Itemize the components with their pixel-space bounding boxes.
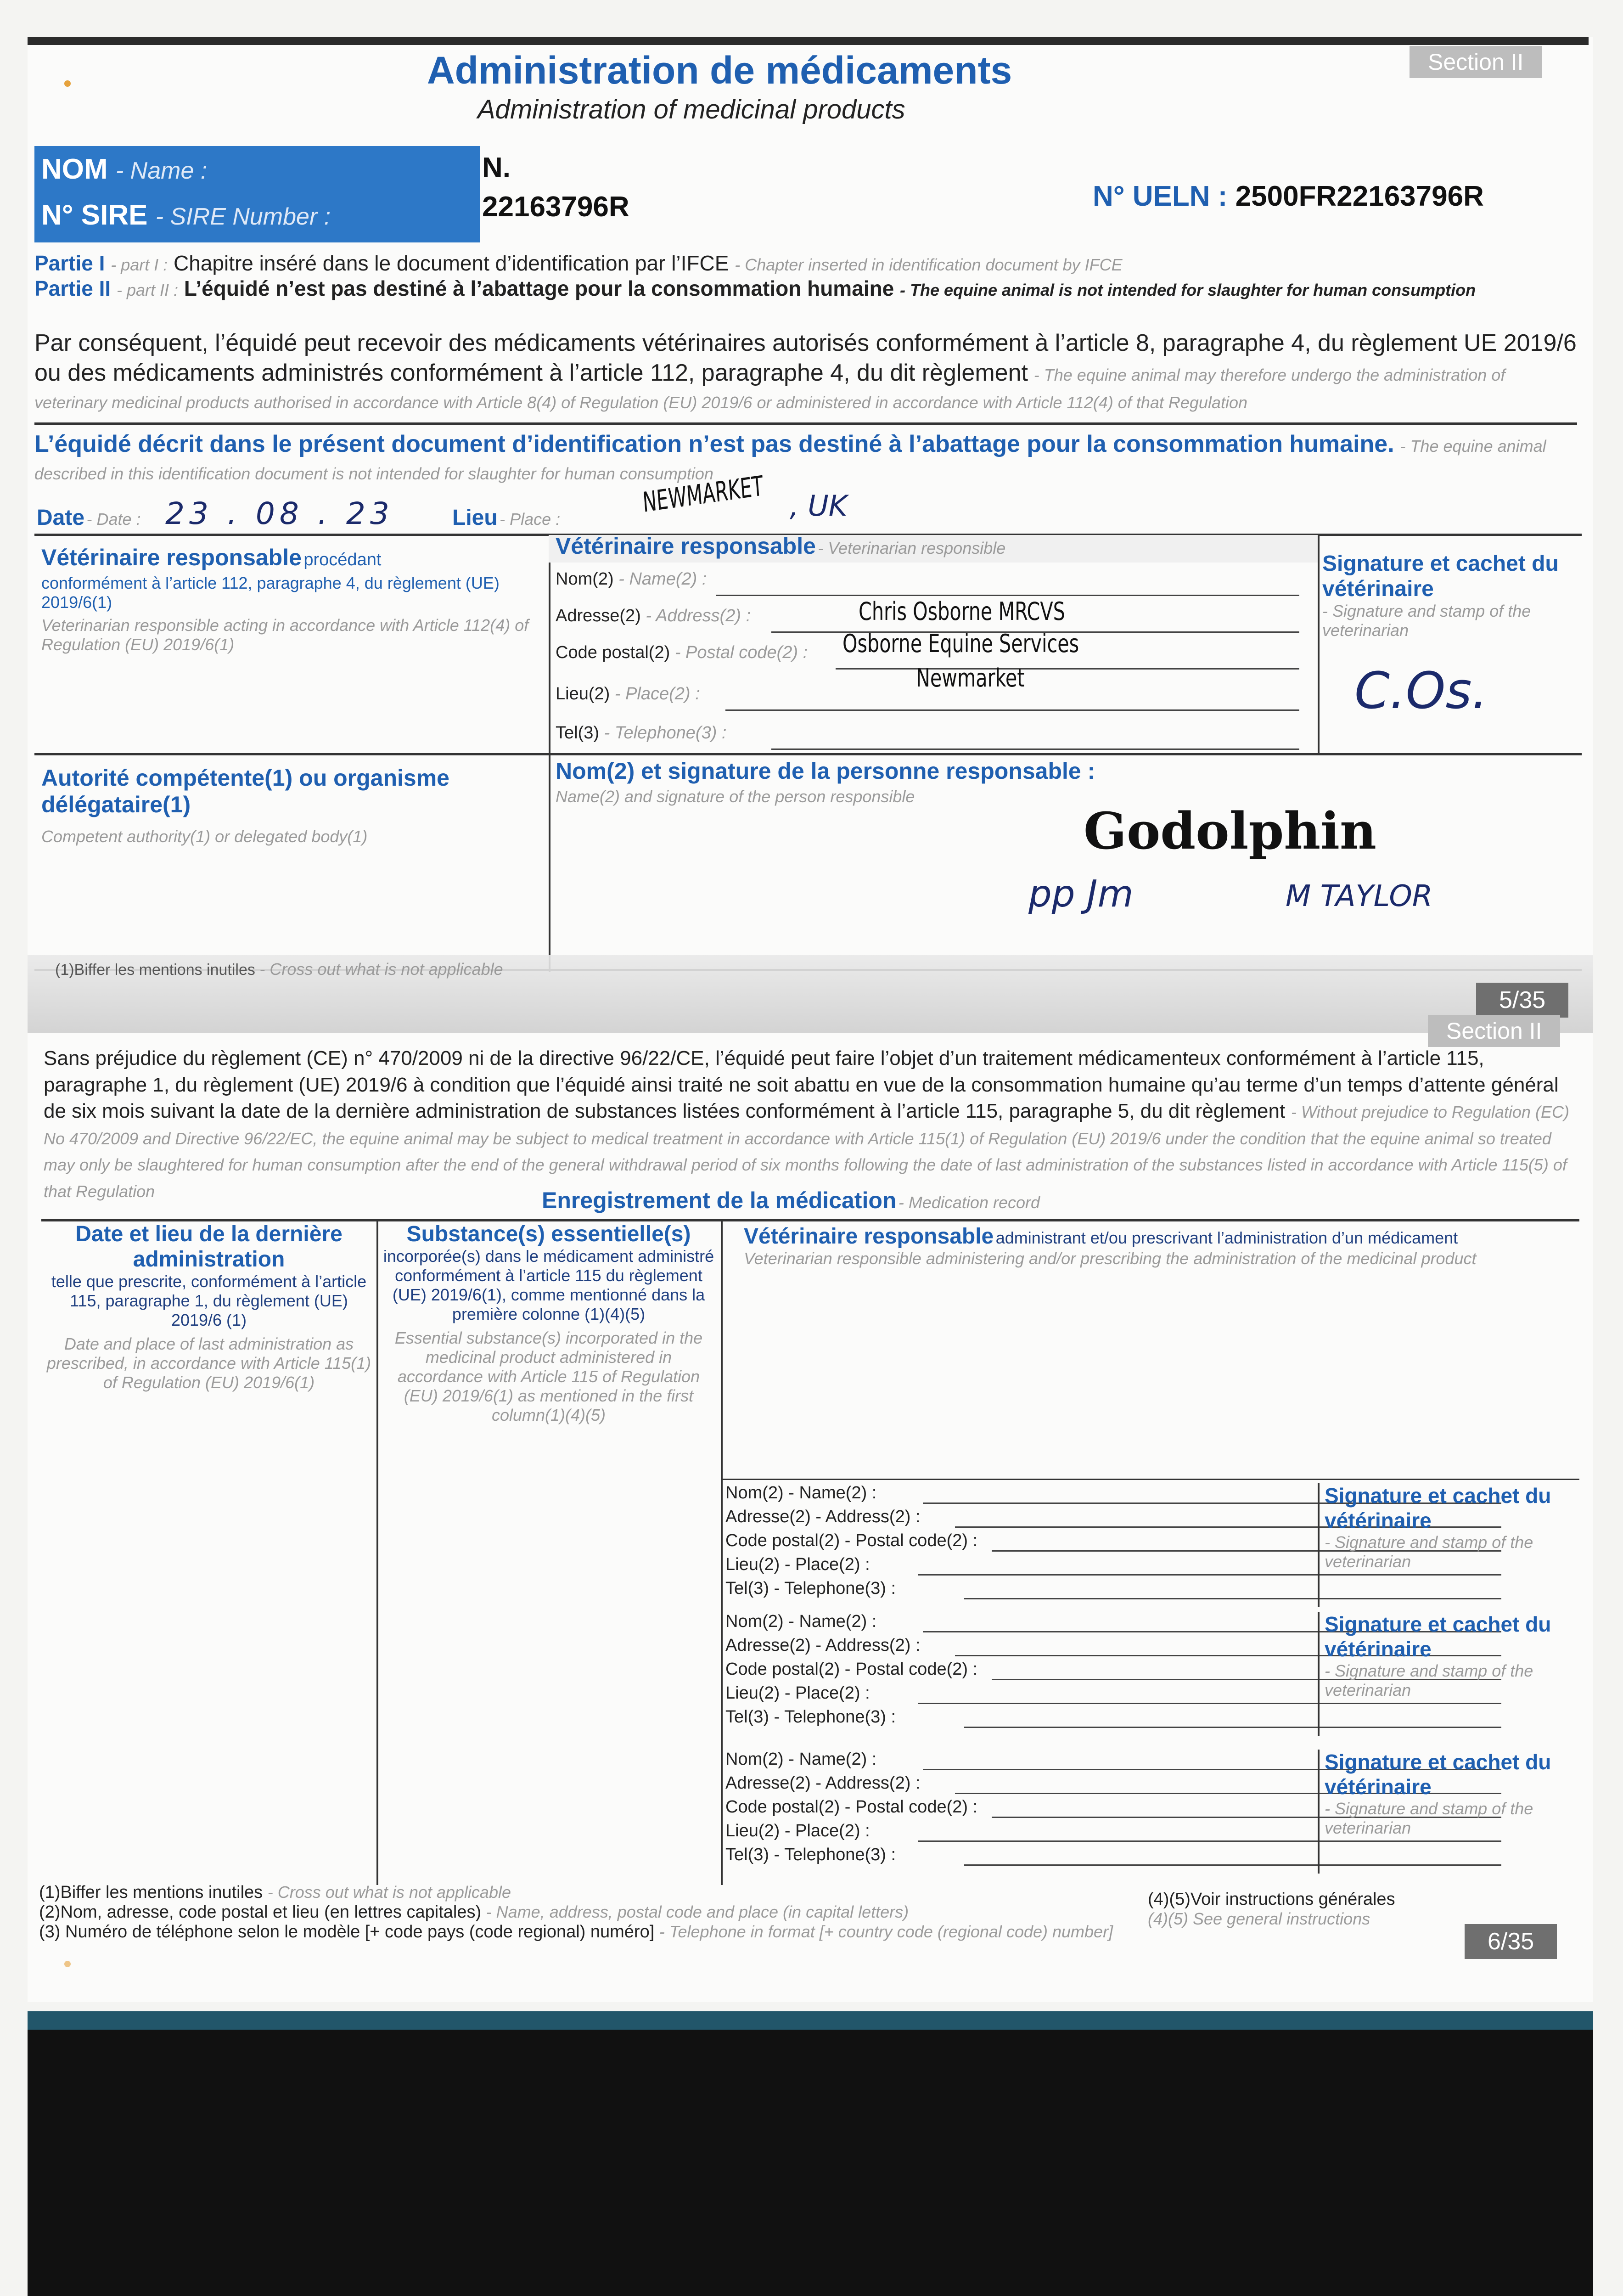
vet-field-label-en: - Postal code(2) : [674,643,808,662]
marker-dot-icon [64,1961,71,1967]
page-subtitle: Administration of medicinal products [477,95,905,124]
record-signature-title: Signature et cachet du vétérinaire [1325,1484,1551,1532]
record-field-label: Adresse(2) - Address(2) : [725,1773,921,1793]
consequence-text-en: - The equine animal may therefore undergo the administration of veterinary medicinal products authorised in accordance with Article 8(4) of Regulation (EU) 2019/6 or administered in accordance with Article 112(4) of that Regulation [34,366,1505,412]
record-field-label: Code postal(2) - Postal code(2) : [725,1797,978,1817]
vet-stamp-line-3: Newmarket [916,664,1025,692]
part1-text-en: - Chapter inserted in identification document by IFCE [735,255,1123,274]
record-phone-field[interactable] [964,1727,1501,1728]
record-field-label: Tel(3) - Telephone(3) : [725,1579,896,1598]
part1-label: Partie I [34,251,105,275]
vet-field-label: Tel(3) [556,723,600,743]
vet-field-label-en: - Telephone(3) : [604,723,727,743]
vet-left-title-rest: procédant [303,550,382,569]
section-badge: Section II [1410,46,1542,78]
record-signature-title: Signature et cachet du vétérinaire [1325,1750,1551,1799]
ueln-value: 2500FR22163796R [1235,180,1484,212]
column-divider [1318,1750,1320,1874]
footnote-2-en: - Name, address, postal code and place (in capital letters) [486,1902,909,1921]
footnote-1: (1)Biffer les mentions inutiles [55,961,255,979]
divider [34,753,1582,755]
nom-label-en: - Name : [115,158,208,184]
part1-label-en: - part I : [111,255,168,274]
record-signature-title-en: - Signature and stamp of the veterinarian [1325,1661,1533,1699]
page-number-6: 6/35 [1465,1924,1557,1959]
nom-label: NOM [41,153,108,185]
record-signature-title: Signature et cachet du vétérinaire [1325,1612,1551,1661]
col1-text: telle que prescrite, conformément à l’article 115, paragraphe 1, du règlement (UE) 2019/6 (1) [51,1272,367,1329]
top-border [28,37,1589,45]
col1-title: Date et lieu de la dernière administration [75,1222,343,1272]
footnote-1: (1)Biffer les mentions inutiles [39,1883,263,1902]
scanner-background [28,2014,1593,2296]
column-divider [1318,534,1320,754]
date-label-en: - Date : [86,510,141,529]
record-signature-title-en: - Signature and stamp of the veterinarian [1325,1533,1533,1571]
responsible-signature: pp Jm [1028,872,1134,915]
place-country: , UK [790,489,848,523]
part2-label-en: - part II : [116,281,179,299]
col3-title: Vétérinaire responsable [744,1224,994,1249]
marker-dot-icon [64,80,71,87]
section-badge-2: Section II [1428,1015,1560,1047]
vet-field-label: Code postal(2) [556,643,670,662]
column-divider [721,1219,723,1885]
declaration-text: L’équidé décrit dans le présent document d’identification n’est pas destiné à l’abattage pour la consommation humaine. [34,431,1394,457]
horse-name: N. [482,152,511,184]
vet-place-field[interactable] [725,709,1299,711]
scanner-edge [28,2011,1593,2030]
vet-mid-title-en: - Veterinarian responsible [818,539,1006,557]
record-phone-field[interactable] [964,1598,1501,1599]
declaration-text-en: - The equine animal described in this identification document is not intended for slaughter for human consumption [34,437,1546,483]
col3-text: administrant et/ou prescrivant l’administration d’un médicament [995,1228,1458,1247]
sire-label-en: - SIRE Number : [155,203,331,230]
record-field-label: Nom(2) - Name(2) : [725,1750,877,1769]
divider [721,1479,1579,1480]
vet-field-label: Lieu(2) [556,684,610,703]
page-number-5: 5/35 [1476,983,1568,1018]
consequence-text: Par conséquent, l’équidé peut recevoir des médicaments vétérinaires autorisés conformément à l’article 8, paragraphe 4, du règlement UE 2019/6 ou des médicaments administrés conformément à l’article 112, paragraphe 4, du dit règlement [34,330,1577,386]
part2-text: L’équidé n’est pas destiné à l’abattage pour la consommation humaine [184,276,894,300]
col2-title: Substance(s) essentielle(s) [406,1222,691,1246]
record-row [725,1483,1584,1607]
vet-stamp-line-1: Chris Osborne MRCVS [859,597,1065,626]
record-field-label: Lieu(2) - Place(2) : [725,1683,870,1703]
record-title: Enregistrement de la médication [542,1187,897,1213]
identity-box [34,146,480,242]
section2-text: Sans préjudice du règlement (CE) n° 470/2009 ni de la directive 96/22/CE, l’équidé peut faire l’objet d’un traitement médicamenteux conformément à l’article 115, paragraphe 1, du règlement (UE) 2019/6 à condition que l’équidé ainsi traité ne soit abattu en vue de la consommation humaine qu’au terme d’un temps d’attente général de six mois suivant la date de la dernière administration de substances listées conformément à l’article 115, paragraphe 5, du dit règlement [44,1047,1559,1122]
col2-text: incorporée(s) dans le médicament administré conformément à l’article 115 du règlement (UE) 2019/6(1), comme mentionné dans la première colonne (1)(4)(5) [383,1247,714,1323]
record-field-label: Adresse(2) - Address(2) : [725,1636,921,1655]
vet-phone-field[interactable] [771,748,1299,750]
responsible-name: M TAYLOR [1286,879,1433,913]
record-place-field[interactable] [918,1840,1501,1842]
column-divider [1318,1483,1320,1607]
vet-name-field[interactable] [716,595,1299,596]
record-row [725,1750,1584,1874]
footnote-3-en: - Telephone in format [+ country code (regional code) number] [659,1922,1113,1941]
column-divider [376,1219,378,1885]
footnote-4-en: (4)(5) See general instructions [1148,1909,1370,1928]
vet-left-title: Vétérinaire responsable [41,545,302,570]
vet-signature: C.Os. [1354,661,1488,720]
record-field-label: Lieu(2) - Place(2) : [725,1821,870,1840]
record-field-label: Lieu(2) - Place(2) : [725,1555,870,1574]
record-row [725,1612,1584,1736]
section2-text-en: - Without prejudice to Regulation (EC) No 470/2009 and Directive 96/22/EC, the equine animal may be subject to medical treatment in accordance with Article 115(1) of Regulation (EU) 2019/6 under the condition that the equine animal so treated may only be slaughtered for human consumption after the end of the general withdrawal period of six months following the date of last administration of the substances listed in accordance with Article 115(5) of that Regulation [44,1103,1569,1201]
date-value: 23 . 08 . 23 [165,496,394,531]
vet-field-label-en: - Place(2) : [614,684,700,703]
record-field-label: Tel(3) - Telephone(3) : [725,1845,896,1864]
footnote-2: (2)Nom, adresse, code postal et lieu (en lettres capitales) [39,1902,482,1922]
column-divider [1318,1612,1320,1736]
authority-title-en: Competent authority(1) or delegated body(1) [41,827,368,846]
footnote-1-en: - Cross out what is not applicable [259,960,503,979]
sire-label: N° SIRE [41,199,148,231]
record-field-label: Code postal(2) - Postal code(2) : [725,1660,978,1679]
ueln-label: N° UELN : [1093,180,1228,212]
record-title-en: - Medication record [898,1193,1040,1212]
record-phone-field[interactable] [964,1864,1501,1866]
vet-signature-title: Signature et cachet du vétérinaire [1322,551,1559,601]
record-signature-title-en: - Signature and stamp of the veterinarian [1325,1799,1533,1837]
record-field-label: Tel(3) - Telephone(3) : [725,1707,896,1727]
record-place-field[interactable] [918,1574,1501,1576]
vet-left-text: conformément à l’article 112, paragraphe 4, du règlement (UE) 2019/6(1) [41,574,500,612]
vet-field-label-en: - Address(2) : [646,606,751,625]
record-field-label: Code postal(2) - Postal code(2) : [725,1531,978,1550]
responsible-person-title-en: Name(2) and signature of the person responsible [556,787,915,806]
vet-field-label: Nom(2) [556,569,614,589]
place-label: Lieu [452,506,498,530]
part1-text: Chapitre inséré dans le document d’identification par l’IFCE [174,251,729,275]
footnote-1-en: - Cross out what is not applicable [267,1883,511,1902]
vet-field-label-en: - Name(2) : [618,569,707,589]
col1-text-en: Date and place of last administration as prescribed, in accordance with Article 115(1) of Regulation (EU) 2019/6(1) [46,1334,371,1392]
divider [34,422,1577,425]
place-value: NEWMARKET [641,470,764,519]
sire-number: 22163796R [482,191,629,223]
footnote-3: (3) Numéro de téléphone selon le modèle [+ code pays (code regional) numéro] [39,1922,655,1941]
vet-field-label: Adresse(2) [556,606,641,625]
place-label-en: - Place : [500,510,561,529]
record-field-label: Nom(2) - Name(2) : [725,1483,877,1503]
record-place-field[interactable] [918,1703,1501,1704]
part2-text-en: - The equine animal is not intended for slaughter for human consumption [900,281,1476,299]
record-field-label: Nom(2) - Name(2) : [725,1612,877,1631]
col3-text-en: Veterinarian responsible administering and/or prescribing the administration of the medicinal product [744,1249,1477,1268]
col2-text-en: Essential substance(s) incorporated in the medicinal product administered in accordance with Article 115 of Regulation (EU) 2019/6(1) as mentioned in the first column(1)(4)(5) [394,1328,703,1424]
record-field-label: Adresse(2) - Address(2) : [725,1507,921,1526]
date-label: Date [37,506,85,530]
vet-left-text-en: Veterinarian responsible acting in accordance with Article 112(4) of Regulation (EU) 2019/6(1) [41,616,529,654]
vet-stamp-line-2: Osborne Equine Services [842,629,1079,658]
vet-signature-title-en: - Signature and stamp of the veterinarian [1322,602,1531,640]
responsible-person-title: Nom(2) et signature de la personne responsable : [556,758,1095,784]
authority-title: Autorité compétente(1) ou organisme délégataire(1) [41,765,449,817]
vet-mid-title: Vétérinaire responsable [556,533,816,559]
godolphin-stamp: Godolphin [1084,801,1377,861]
page-title: Administration de médicaments [427,49,1012,92]
footnote-4: (4)(5)Voir instructions générales [1148,1890,1395,1909]
part2-label: Partie II [34,276,111,300]
vet-postal-field[interactable] [836,668,1299,670]
